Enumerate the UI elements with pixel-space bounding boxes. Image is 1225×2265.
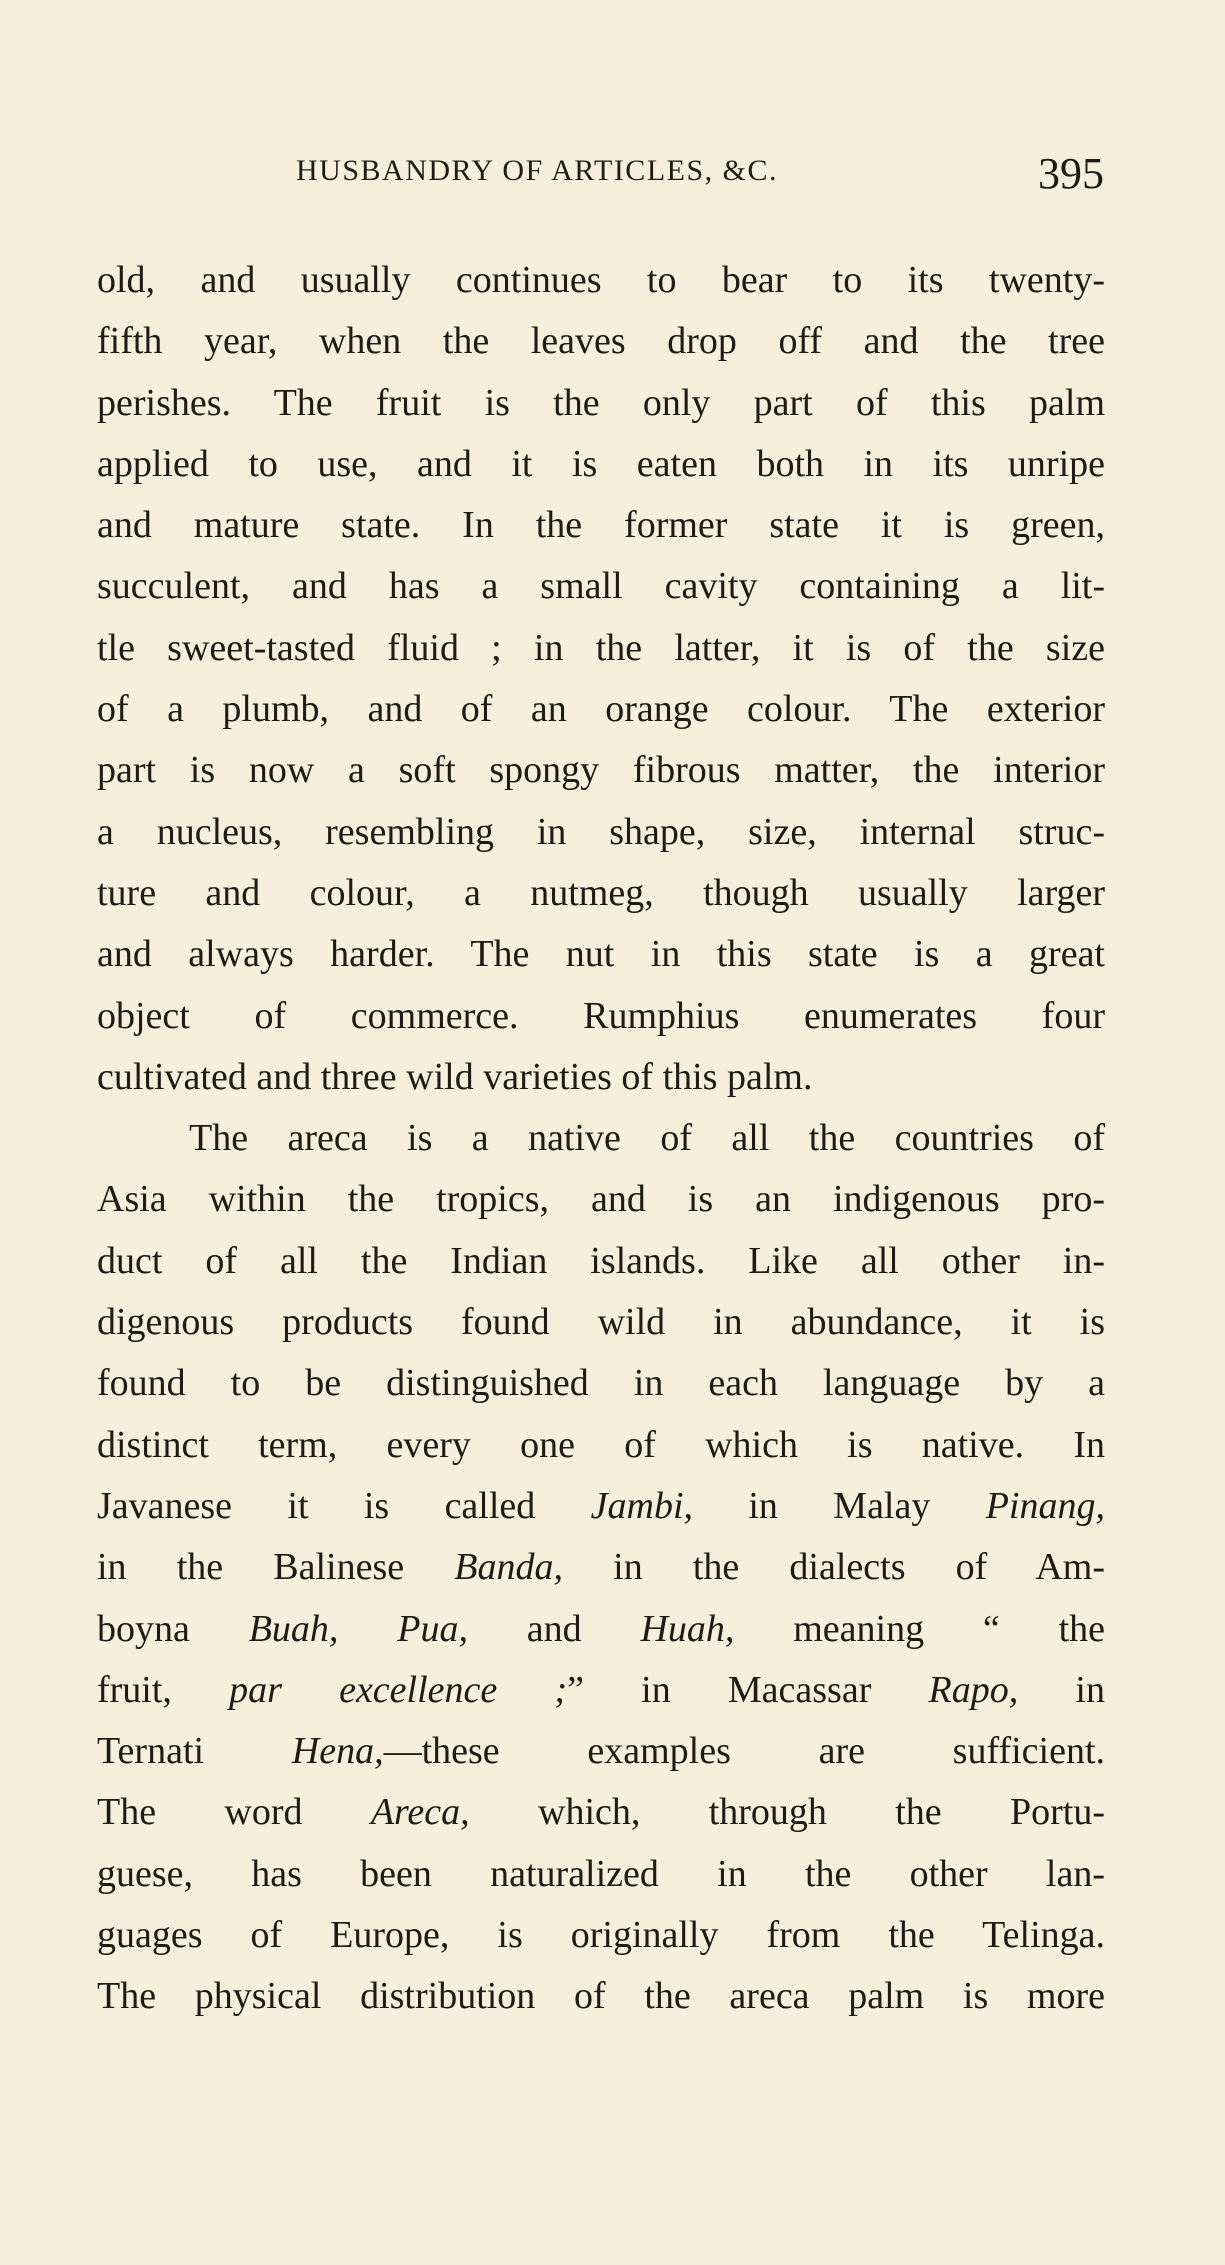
page-header (296, 148, 1104, 200)
page-number: 395 (1038, 149, 1104, 198)
italic-run: Pua, (397, 1607, 468, 1650)
text-line: duct of all the Indian islands. Like all other in- (97, 1239, 1105, 1282)
text-line: and mature state. In the former state it is green, (97, 504, 1105, 547)
text-line: applied to use, and it is eaten both in its unripe (97, 442, 1105, 485)
text-line: and always harder. The nut in this state is a great (97, 933, 1105, 976)
text-line: tle sweet-tasted fluid ; in the latter, it is of the size (97, 626, 1105, 669)
text-run: meaning “ the (734, 1607, 1106, 1650)
body-text (97, 250, 1105, 2028)
text-line: guese, has been naturalized in the other lan- (97, 1852, 1105, 1895)
text-line: distinct term, every one of which is native. In (97, 1423, 1105, 1466)
italic-run: Banda, (454, 1546, 563, 1589)
text-run: and (467, 1607, 641, 1650)
text-run: ” in Macassar (567, 1668, 929, 1711)
text-line: succulent, and has a small cavity containing a lit- (97, 565, 1105, 608)
text-run: Ternati (97, 1730, 292, 1773)
italic-run: par excellence ; (229, 1668, 568, 1711)
italic-run: Rapo, (928, 1668, 1019, 1711)
text-line (97, 1476, 1105, 1537)
text-line: old, and usually continues to bear to its twenty- (97, 259, 1105, 301)
text-line (97, 1599, 1105, 1660)
text-run: —these examples are sufficient. (383, 1730, 1105, 1773)
running-head: HUSBANDRY OF ARTICLES, &C. (296, 154, 778, 187)
italic-run: Hena, (291, 1730, 384, 1773)
text-line (97, 1721, 1105, 1782)
text-line: object of commerce. Rumphius enumerates four (97, 994, 1105, 1037)
text-run: in Malay (693, 1484, 986, 1527)
text-line: The areca is a native of all the countries of (189, 1117, 1105, 1160)
italic-run: Huah, (640, 1607, 735, 1650)
text-line: found to be distinguished in each language by a (97, 1362, 1105, 1405)
text-line: cultivated and three wild varieties of this palm. (97, 1055, 813, 1098)
italic-run: Jambi, (590, 1484, 694, 1527)
text-line (97, 1660, 1105, 1721)
text-line: ture and colour, a nutmeg, though usually larger (97, 871, 1105, 914)
text-run: Javanese it is called (97, 1484, 591, 1527)
text-run: in (1018, 1668, 1105, 1711)
text-line: perishes. The fruit is the only part of this palm (97, 381, 1105, 424)
text-run: which, through the Portu- (469, 1791, 1105, 1834)
text-run: boyna (97, 1607, 249, 1650)
text-run: fruit, (97, 1668, 230, 1711)
text-line: The physical distribution of the areca palm is more (97, 1975, 1105, 2018)
text-line: part is now a soft spongy fibrous matter, the interior (97, 749, 1105, 792)
text-run: in the dialects of Am- (563, 1546, 1105, 1589)
text-line: a nucleus, resembling in shape, size, internal struc- (97, 810, 1105, 853)
text-line (97, 1537, 1105, 1598)
text-line: fifth year, when the leaves drop off and the tree (97, 320, 1105, 363)
text-line (97, 1782, 1105, 1843)
text-run (338, 1608, 397, 1650)
italic-run: Areca, (370, 1791, 470, 1834)
text-run: The word (97, 1791, 371, 1834)
text-line: guages of Europe, is originally from the Telinga. (97, 1914, 1105, 1957)
text-line: digenous products found wild in abundance, it is (97, 1301, 1105, 1344)
italic-run: Buah, (248, 1607, 339, 1650)
text-line: of a plumb, and of an orange colour. The exterior (97, 688, 1105, 731)
text-line: Asia within the tropics, and is an indigenous pro- (97, 1178, 1105, 1221)
italic-run: Pinang, (985, 1484, 1105, 1527)
text-run: in the Balinese (97, 1546, 455, 1589)
